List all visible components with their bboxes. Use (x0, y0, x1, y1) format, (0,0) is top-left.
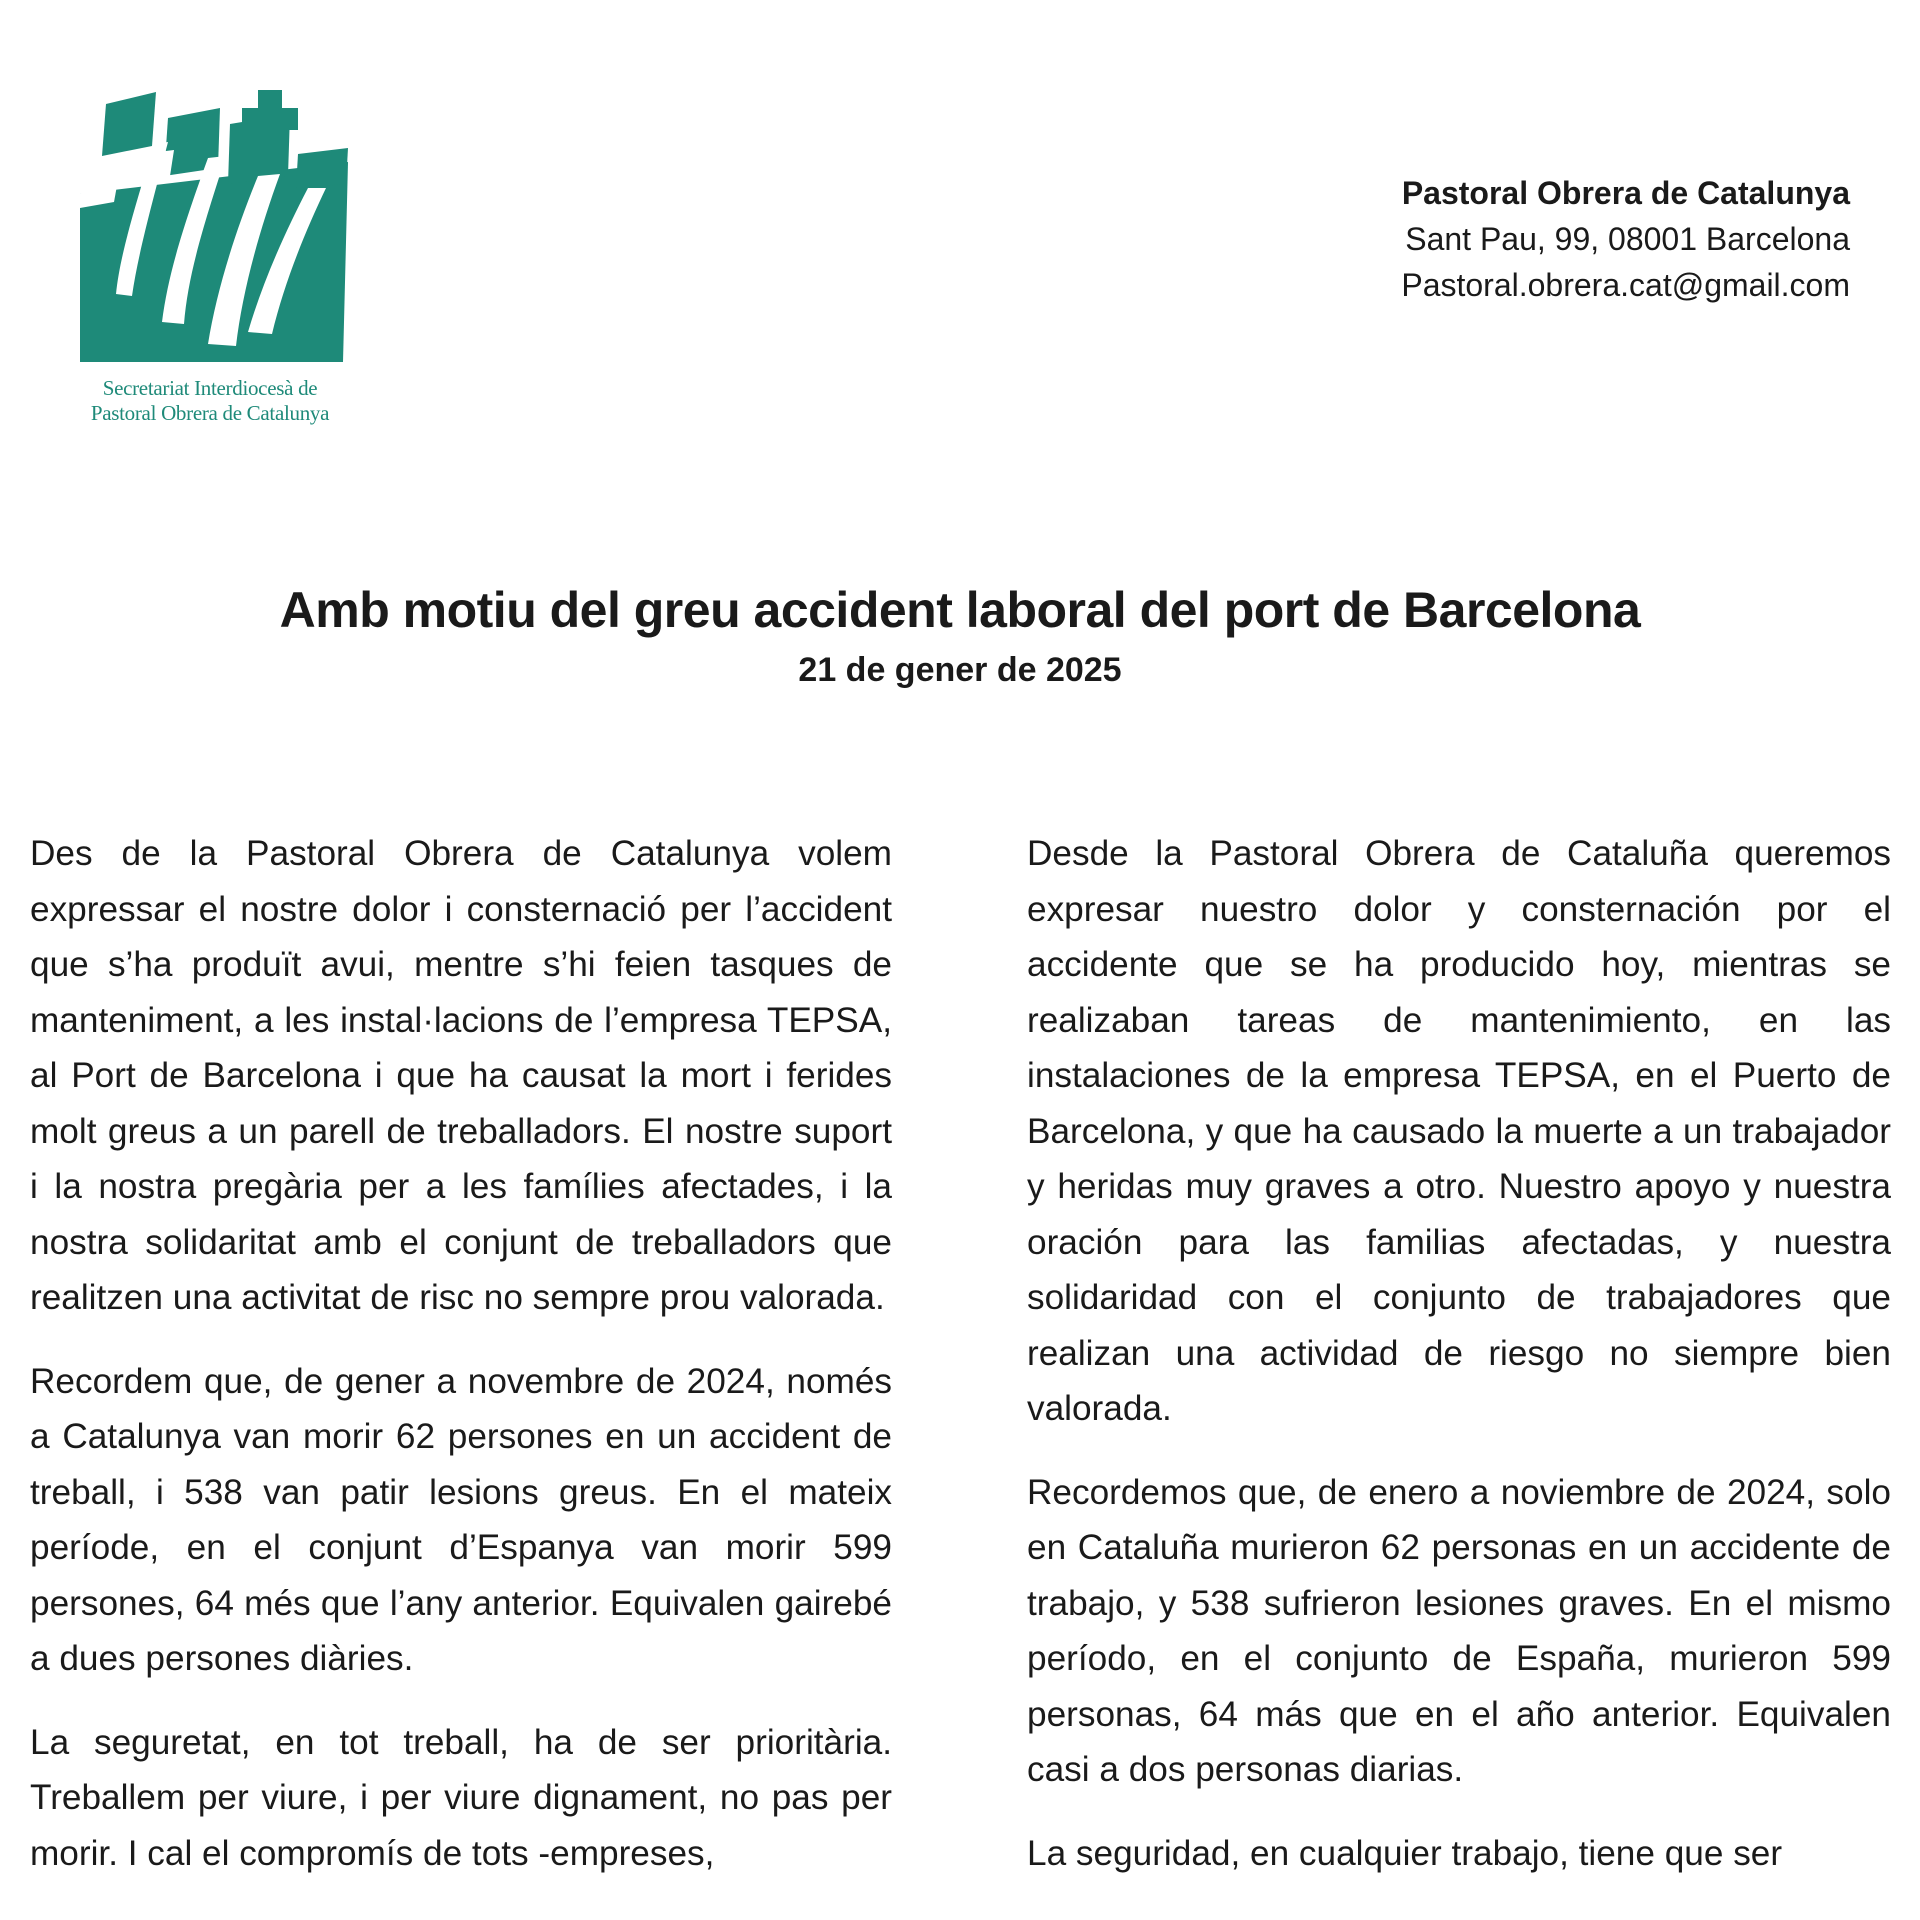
pastoral-obrera-logo-icon (58, 84, 358, 374)
spanish-paragraph: La seguridad, en cualquier trabajo, tiene que ser (1027, 1833, 1783, 1873)
spanish-paragraph: Recordemos que, de enero a noviembre de 2024, solo en Cataluña murieron 62 personas en un accidente de trabajo, y 538 sufrieron lesiones graves. En el mismo período, en el conjunto de España, murieron 599 personas, 64 más que en el año anterior. Equivalen casi a dos personas diarias. (1027, 1472, 1891, 1789)
document-title: Amb motiu del greu accident laboral del port de Barcelona (279, 582, 1641, 638)
spanish-paragraph: Desde la Pastoral Obrera de Cataluña queremos expresar nuestro dolor y consternación por el accidente que se ha producido hoy, mientras se realizaban tareas de mantenimiento, en las instalaciones de la empresa TEPSA, en el Puerto de Barcelona, y que ha causado la muerte a un trabajador y heridas muy graves a otro. Nuestro apoyo y nuestra oración para las familias afectadas, y nuestra solidaridad con el conjunto de trabajadores que realizan una actividad de riesgo no siempre bien valorada. (1027, 834, 1891, 1428)
spanish-column (1027, 826, 1891, 1909)
organization-name: Pastoral Obrera de Catalunya (1401, 175, 1850, 211)
logo-caption-line-2: Pastoral Obrera de Catalunya (90, 401, 330, 425)
title-block (0, 578, 1920, 692)
organization-logo (58, 84, 358, 434)
document-date: 21 de gener de 2025 (798, 651, 1122, 689)
catalan-paragraph: Des de la Pastoral Obrera de Catalunya volem expressar el nostre dolor i consternació per l’accident que s’ha produït avui, mentre s’hi feien tasques de manteniment, a les instal·lacions de l’empresa TEPSA, al Port de Barcelona i que ha causat la mort i ferides molt greus a un parell de treballadors. El nostre suport i la nostra pregària per a les famílies afectades, i la nostra solidaritat amb el conjunt de treballadors que realitzen una activitat de risc no sempre prou valorada. (30, 834, 892, 1317)
catalan-paragraph: Recordem que, de gener a novembre de 2024, només a Catalunya van morir 62 persones en un accident de treball, i 538 van patir lesions greus. En el mateix període, en el conjunt d’Espanya van morir 599 persones, 64 més que l’any anterior. Equivalen gairebé a dues persones diàries. (30, 1361, 892, 1678)
catalan-paragraph: La seguretat, en tot treball, ha de ser prioritària. Treballem per viure, i per viure dignament, no pas per morir. I cal el compromís de tots -empreses, (30, 1722, 892, 1873)
logo-caption-line-1: Secretariat Interdiocesà de (102, 376, 318, 400)
logo-caption (60, 376, 360, 426)
postal-address: Sant Pau, 99, 08001 Barcelona (1405, 221, 1850, 257)
contact-block (1401, 170, 1850, 308)
catalan-column (30, 826, 892, 1909)
email-address: Pastoral.obrera.cat@gmail.com (1401, 267, 1850, 303)
